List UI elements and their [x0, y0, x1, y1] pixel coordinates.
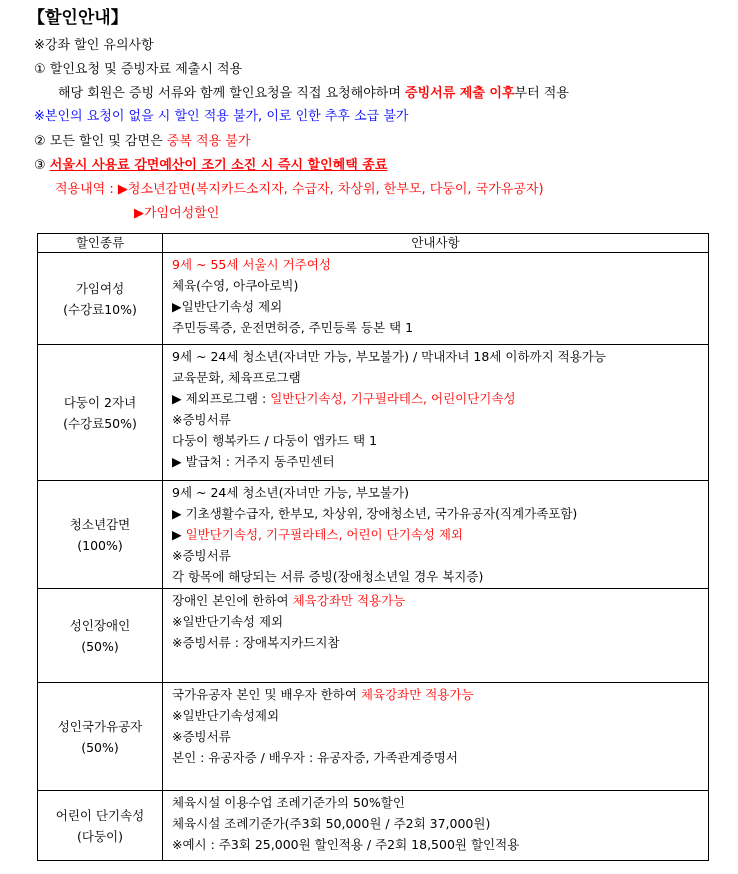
info-line-text: ※일반단기속성제외 [172, 708, 280, 723]
info-line [172, 367, 708, 388]
info-line-highlight: 일반단기속성, 기구필라테스, 어린이 단기속성 제외 [185, 527, 464, 542]
notice-item-1: ① 할인요청 및 증빙자료 제출시 적용 [34, 62, 243, 77]
discount-info-cell [163, 345, 709, 481]
info-line-text: 각 항목에 해당되는 서류 증빙(장애청소년일 경우 복지증) [172, 569, 484, 584]
info-line [172, 317, 708, 338]
info-line [172, 792, 708, 813]
info-line [172, 409, 708, 430]
info-line-highlight: 체육강좌만 적용가능 [292, 593, 406, 608]
notice-item-2-highlight: 중복 적용 불가 [166, 134, 251, 149]
discount-kind-name: 성인장애인 [69, 617, 131, 633]
info-line [172, 524, 708, 545]
apply-list-label: 적용내역 : [55, 182, 118, 197]
discount-kind-rate: (수강료50%) [63, 415, 137, 431]
info-line [172, 726, 708, 747]
notice-item-1-detail-tail: 부터 적용 [514, 86, 569, 101]
info-line-text: ▶ 기초생활수급자, 한부모, 차상위, 장애청소년, 국가유공자(직계가족포함) [172, 506, 578, 521]
info-line [172, 813, 708, 834]
info-line [172, 388, 708, 409]
notice-item-3-highlight: 서울시 사용료 감면예산이 조기 소진 시 즉시 할인혜택 종료 [49, 158, 388, 173]
info-line [172, 834, 708, 855]
notice-heading: ※강좌 할인 유의사항 [34, 38, 154, 53]
discount-kind-cell [38, 791, 163, 861]
info-line-text: ▶ [172, 527, 186, 542]
info-line-highlight: 체육강좌만 적용가능 [360, 687, 474, 702]
header-info: 안내사항 [163, 234, 709, 253]
info-line-text: 국가유공자 본인 및 배우자 한하여 [172, 687, 361, 702]
info-line [172, 747, 708, 768]
table-row [38, 791, 709, 861]
blue-note: ※본인의 요청이 없을 시 할인 적용 불가, 이로 인한 추후 소급 불가 [34, 109, 409, 124]
info-line-text: ※증빙서류 [172, 412, 231, 427]
info-line [172, 590, 708, 611]
info-line [172, 254, 708, 275]
apply-list-item-2: ▶가임여성할인 [134, 206, 220, 221]
info-line [172, 684, 708, 705]
info-line [172, 482, 708, 503]
info-line-text: ※일반단기속성 제외 [172, 614, 284, 629]
notice-item-2 [34, 133, 250, 151]
info-line [172, 346, 708, 367]
discount-kind-cell [38, 683, 163, 791]
discount-kind-cell [38, 253, 163, 345]
header-kind: 할인종류 [38, 234, 163, 253]
discount-kind-cell [38, 589, 163, 683]
table-header-row [38, 234, 709, 253]
info-line-text: ▶일반단기속성 제외 [172, 299, 283, 314]
discount-kind-name: 가임여성 [75, 280, 125, 296]
notice-item-3-number: ③ [34, 158, 50, 173]
info-line-text: ▶ 제외프로그램 : [172, 391, 271, 406]
notice-item-2-text: ② 모든 할인 및 감면은 [34, 134, 167, 149]
info-line-text: ※증빙서류 [172, 548, 231, 563]
info-line-text: 9세 ~ 55세 서울시 거주여성 [172, 257, 331, 272]
info-line [172, 632, 708, 653]
info-line-highlight: 일반단기속성, 기구필라테스, 어린이단기속성 [270, 391, 516, 406]
table-row [38, 253, 709, 345]
discount-info-cell [163, 253, 709, 345]
notice-item-1-detail [58, 85, 569, 103]
discount-info-cell [163, 481, 709, 589]
info-line-text: 체육(수영, 아쿠아로빅) [172, 278, 299, 293]
info-line-text: ▶ 발급처 : 거주지 동주민센터 [172, 454, 335, 469]
info-line [172, 503, 708, 524]
table-row [38, 683, 709, 791]
page-title: 【할인안내】 [28, 8, 128, 28]
notice-item-1-highlight: 증빙서류 제출 이후 [405, 86, 515, 101]
info-line-text: 본인 : 유공자증 / 배우자 : 유공자증, 가족관계증명서 [172, 750, 458, 765]
info-line [172, 296, 708, 317]
info-line-text: 체육시설 조례기준가(주3회 50,000원 / 주2회 37,000원) [172, 816, 491, 831]
discount-kind-cell [38, 345, 163, 481]
discount-kind-name: 어린이 단기속성 [55, 807, 145, 823]
table-row [38, 345, 709, 481]
discount-kind-cell [38, 481, 163, 589]
info-line-text: ※예시 : 주3회 25,000원 할인적용 / 주2회 18,500원 할인적용 [172, 837, 520, 852]
info-line [172, 566, 708, 587]
info-line-text: 주민등록증, 운전면허증, 주민등록 등본 택 1 [172, 320, 414, 335]
info-line [172, 275, 708, 296]
discount-info-cell [163, 683, 709, 791]
discount-kind-rate: (50%) [81, 638, 119, 654]
table-row [38, 589, 709, 683]
table-body [38, 253, 709, 861]
info-line-text: 9세 ~ 24세 청소년(자녀만 가능, 부모불가) / 막내자녀 18세 이하까지 적용가능 [172, 349, 606, 364]
info-line [172, 430, 708, 451]
discount-kind-name: 성인국가유공자 [57, 718, 143, 734]
apply-list-item-1: ▶청소년감면(복지카드소지자, 수급자, 차상위, 한부모, 다둥이, 국가유공자) [117, 182, 544, 197]
discount-info-cell [163, 791, 709, 861]
info-line-text: ※증빙서류 : 장애복지카드지참 [172, 635, 340, 650]
info-line-text: ※증빙서류 [172, 729, 231, 744]
table-row [38, 481, 709, 589]
info-line-text: 장애인 본인에 한하여 [172, 593, 293, 608]
info-line-text: 9세 ~ 24세 청소년(자녀만 가능, 부모불가) [172, 485, 409, 500]
info-line [172, 545, 708, 566]
discount-kind-rate: (다둥이) [77, 828, 123, 844]
info-line [172, 705, 708, 726]
discount-kind-name: 청소년감면 [69, 516, 131, 532]
discount-info-cell [163, 589, 709, 683]
notice-item-3 [34, 157, 387, 175]
info-line [172, 451, 708, 472]
discount-kind-rate: (50%) [81, 739, 119, 755]
discount-kind-rate: (100%) [77, 537, 123, 553]
apply-list-line-1 [55, 181, 544, 199]
discount-kind-name: 다둥이 2자녀 [63, 394, 137, 410]
discount-kind-rate: (수강료10%) [63, 301, 137, 317]
notice-item-1-detail-text: 해당 회원은 증빙 서류와 함께 할인요청을 직접 요청해야하며 [58, 86, 406, 101]
info-line-text: 다둥이 행복카드 / 다둥이 앱카드 택 1 [172, 433, 378, 448]
info-line-text: 체육시설 이용수업 조례기준가의 50%할인 [172, 795, 405, 810]
info-line [172, 611, 708, 632]
discount-table [37, 233, 709, 861]
info-line-text: 교육문화, 체육프로그램 [172, 370, 301, 385]
